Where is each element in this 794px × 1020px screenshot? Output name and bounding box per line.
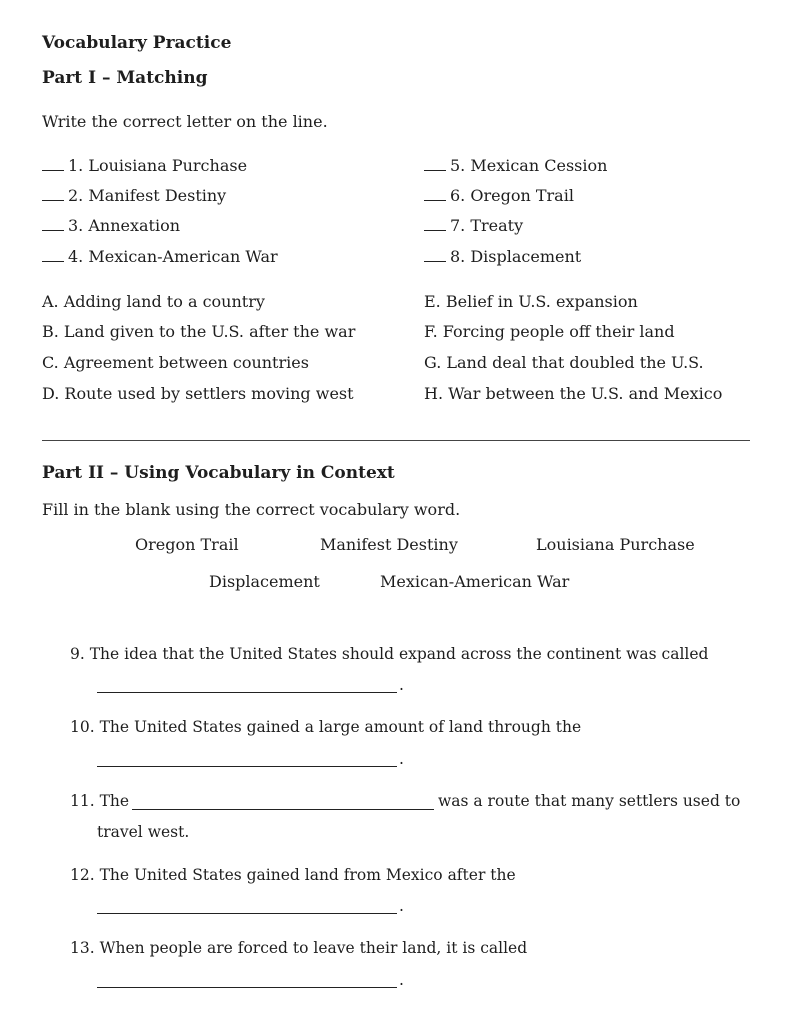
answer-blank[interactable]: [42, 158, 64, 171]
matching-item[interactable]: [42, 186, 226, 205]
answer-line-11[interactable]: [132, 809, 434, 810]
matching-item[interactable]: [42, 156, 247, 175]
answer-blank[interactable]: [42, 218, 64, 231]
matching-item[interactable]: [424, 247, 581, 266]
definition-item: F. Forcing people off their land: [424, 322, 675, 341]
item-label: 2. Manifest Destiny: [68, 186, 227, 205]
answer-blank[interactable]: [424, 158, 446, 171]
definition-item: C. Agreement between countries: [42, 353, 309, 372]
definition-item: H. War between the U.S. and Mexico: [424, 384, 723, 403]
question-9: 9. The idea that the United States should expand across the continent was called: [70, 645, 709, 663]
answer-blank[interactable]: [42, 188, 64, 201]
matching-item[interactable]: [424, 216, 523, 235]
matching-item[interactable]: [42, 247, 278, 266]
section-divider: [42, 440, 750, 441]
answer-line-10[interactable]: [97, 766, 397, 767]
page-title: Vocabulary Practice: [42, 33, 232, 53]
definition-item: A. Adding land to a country: [42, 292, 265, 311]
question-12-period: .: [399, 897, 404, 915]
answer-line-13[interactable]: [97, 987, 397, 988]
question-10-period: .: [399, 750, 404, 768]
item-label: 3. Annexation: [68, 216, 181, 235]
definition-item: D. Route used by settlers moving west: [42, 384, 354, 403]
word-bank-item: Oregon Trail: [135, 535, 239, 554]
question-11-prefix: 11. The: [70, 792, 130, 810]
question-12: 12. The United States gained land from Mexico after the: [70, 866, 516, 884]
matching-item[interactable]: [424, 156, 607, 175]
matching-item[interactable]: [424, 186, 574, 205]
item-label: 1. Louisiana Purchase: [68, 156, 248, 175]
definition-item: E. Belief in U.S. expansion: [424, 292, 638, 311]
word-bank-item: Louisiana Purchase: [536, 535, 695, 554]
question-11-line2: travel west.: [97, 823, 190, 841]
matching-item[interactable]: [42, 216, 180, 235]
item-label: 4. Mexican-American War: [68, 247, 278, 266]
question-11-suffix: was a route that many settlers used to: [438, 792, 741, 810]
answer-blank[interactable]: [424, 249, 446, 262]
part2-heading: Part II – Using Vocabulary in Context: [42, 463, 395, 483]
answer-line-12[interactable]: [97, 913, 397, 914]
definition-item: G. Land deal that doubled the U.S.: [424, 353, 704, 372]
answer-blank[interactable]: [42, 249, 64, 262]
part1-instructions: Write the correct letter on the line.: [42, 112, 328, 131]
item-label: 5. Mexican Cession: [450, 156, 608, 175]
word-bank-item: Displacement: [209, 572, 320, 591]
question-13: 13. When people are forced to leave their land, it is called: [70, 939, 528, 957]
part2-instructions: Fill in the blank using the correct vocabulary word.: [42, 500, 461, 519]
question-10: 10. The United States gained a large amount of land through the: [70, 718, 582, 736]
item-label: 8. Displacement: [450, 247, 582, 266]
word-bank-item: Manifest Destiny: [320, 535, 458, 554]
answer-line-9[interactable]: [97, 692, 397, 693]
answer-blank[interactable]: [424, 218, 446, 231]
answer-blank[interactable]: [424, 188, 446, 201]
definition-item: B. Land given to the U.S. after the war: [42, 322, 356, 341]
question-9-period: .: [399, 676, 404, 694]
part1-heading: Part I – Matching: [42, 68, 208, 88]
item-label: 7. Treaty: [450, 216, 524, 235]
question-13-period: .: [399, 971, 404, 989]
item-label: 6. Oregon Trail: [450, 186, 574, 205]
word-bank-item: Mexican-American War: [380, 572, 570, 591]
